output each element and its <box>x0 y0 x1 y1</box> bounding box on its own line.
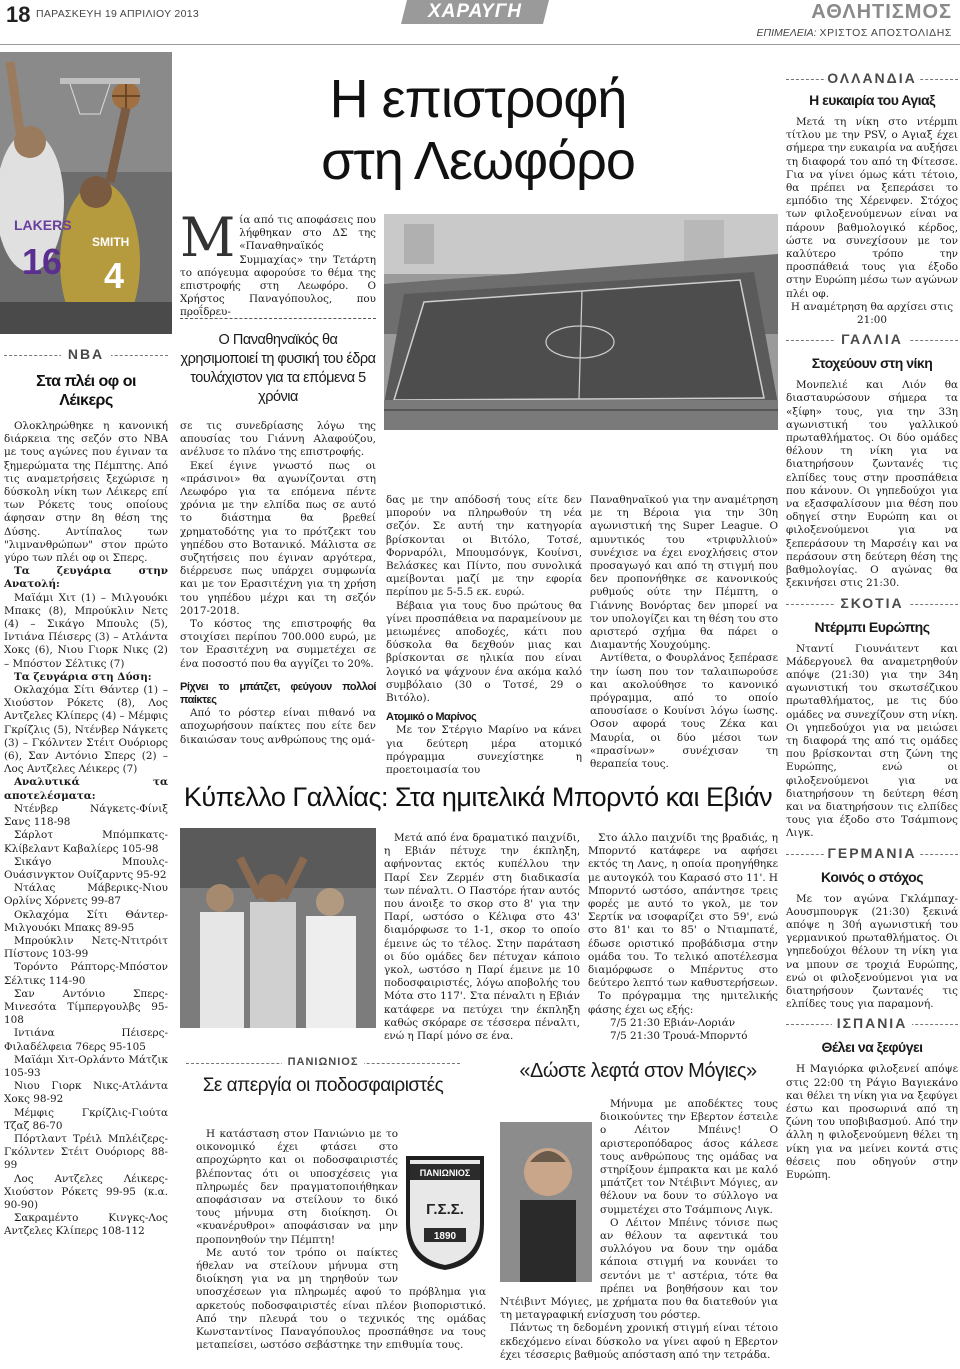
scotland-label: ΣΚΟΤΙΑ <box>835 595 909 611</box>
nba-result-item: Σάρλοτ Μπόμπκατς-Κλίβελαντ Καβαλίερς 105-98 <box>4 829 168 855</box>
jersey-name-2: SMITH <box>92 235 130 249</box>
scotland-text <box>786 643 958 841</box>
nba-west-title: Τα ζευγάρια στη Δύση: <box>14 670 152 683</box>
lead-text: ία από τις αποφάσεις που λήφθηκαν στο ΔΣ της «Παναθηναϊκός Συμμαχίας» την Τετάρτη το απόγευμα αφορούσε το θέμα της επιστροφής στη Λεωφόρο. Ο Χρήστος Παναγόπουλος, που προΐδρευ- <box>180 214 376 319</box>
main-col1-after: Από το ρόστερ είναι πιθανό να αποχωρήσουν παίκτες που είτε δεν δικαιώσαν τους ανθρώπους της ομά- <box>180 707 376 746</box>
nba-title: Στα πλέι οφ οι Λέικερς <box>36 373 136 409</box>
moyes-photo <box>500 1122 592 1282</box>
nba-result-item: Οκλαχόμα Σίτι Θάντερ-Μιλγουόκι Μπακς 89-95 <box>4 908 168 934</box>
moyes-intro: Μήνυμα με αποδέκτες τους διοικούντες την Εβερτον έστειλε ο Λέιτον Μπέινς! Ο αριστεροπόδαρος άσος κάλεσε τους ανθρώπους της ομάδας να στηρίξουν έμπρακτα και με καλό μπάτζετ τον Ντέιβιντ Μόγιες, αν θέλουν να δουν το σύλλογο να συμμετέχει στο Τσάμπιονς Λιγκ. <box>600 1098 778 1216</box>
coupe-col-1 <box>384 832 580 1043</box>
spain-p1: Η Μαγιόρκα φιλοξενεί απόψε στις 22:00 τη Ράγιο Βαγιεκάνο και θέλει τη νίκη για να ξεφύγει έστω και προσωρινά από τη ζώνη του υποβιβασμού. Από την άλλη η φιλοξενούμενη θέλει τη νίκη για να μείνει κοντά στις θέσεις που οδηγούν στην Ευρώπη. <box>786 1063 958 1181</box>
pullquote-text: Ο Παναθηναϊκός θα χρησιμοποιεί τη φυσική του έδρα τουλάχιστον για τα επόμενα 5 χρόνια <box>180 332 376 405</box>
main-col2-p2: Βέβαια για τους δυο πρώτους θα γίνει προσπάθεια να παραμείνουν με μειωμένες αποδοχές, κάτι που δύσκολα θα δεχθούν μιας και βρίσκονται σε ηλικία που είναι λογικό να ψάχνουν ένα ακόμα καλό συμβόλαιο (30 ο Τοτσέ, 29 ο Βιτόλο). <box>386 599 582 705</box>
france-title: Στοχεύουν στη νίκη <box>811 355 933 372</box>
basketball-illustration <box>0 52 172 334</box>
moyes-p3: Πάντως τη δεδομένη χρονική στιγμή είναι τέτοιο εκδεχόμενο είναι δύσκολο να γίνει αφού η Εβερτον έχει τέσσερις βαθμούς απόσταση από την τετράδα. <box>500 1322 778 1361</box>
nba-result-item: Σακραμέντο Κινγκς-Λος Αντζελες Κλίπερς 108-112 <box>4 1212 168 1238</box>
newspaper-logo <box>401 0 549 24</box>
holland-text <box>786 116 958 327</box>
jersey-number-1: 16 <box>22 241 63 282</box>
france-text <box>786 379 958 590</box>
coupe-col1-p1: Μετά από ένα δραματικό παιχνίδι, η Εβιάν πέτυχε την έκπληξη, αφήνοντας εκτός κυπέλλου την Παρί Σεν Ζερμέν στη διαδικασία των πέναλτι. Ο Παστόρε ήταν αυτός που άνοιξε το σκορ στο 8' για την Παρί, ωστόσο ο Κέλιφα στο 43' διαμόρφωσε το 1-1, σκορ το οποίο έμεινε ώς το τέλος. Στην παράταση οι δύο ομάδες δεν πέτυχαν κάποιο γκολ, ωστόσο η Παρί έμεινε με 10 ποδοσφαιριστές, λόγω αποβολής του Μότα στο 117'. Στα πέναλτι η Εβιάν κατάφερε να πετύχει την έκπληξη καθώς σκόραρε σε τέσσερα πέναλτι, ενώ η Παρί μόνο σε ένα. <box>384 832 580 1043</box>
moyes-body <box>500 1098 778 1362</box>
panionios-badge-image <box>404 1154 486 1272</box>
main-col1-subhead: Ρίχνει το μπάτζετ, φεύγουν πολλοί παίκτες <box>180 680 376 707</box>
editor-credit <box>756 27 952 39</box>
jersey-number-2: 4 <box>104 255 125 296</box>
coupe-col-2 <box>588 832 778 1043</box>
main-col2-p1: δας με την απόδοσή τους είτε δεν μπορούν να πληρωθούν τη νέα σεζόν. Σε αυτή την κατηγορία βρίσκονται οι Βιτόλο, Τοτσέ, Φορναρόλι, Μπουμσόνγκ, Κουίνσι, Βελάσκες και Πίντο, που συνολικά αμείβονται μαζί με την εφορία περίπου με 5-5.5 εκ. ευρώ. <box>386 494 582 599</box>
holland-title: Η ευκαιρία του Αγιαξ <box>809 92 935 108</box>
coupe-headline: Κύπελλο Γαλλίας: Στα ημιτελικά Μπορντό και Εβιάν <box>183 782 773 812</box>
main-col1-p3: Το κόστος της επιστροφής θα στοιχίσει περίπου 700.000 ευρώ, με τον Ερασιτέχνη να συμμετέχει σε ένα ποσοστό που θα αγγίζει το 20%. <box>180 618 376 670</box>
panionios-p1: Η κατάσταση στον Πανιώνιο με το οικονομικό έχει φτάσει στο απροχώρητο και οι ποδοσφαιριστές βλέποντας ότι οι υποσχέσεις για πληρωμές δεν πραγματοποιήθηκαν αποφάσισαν να στείλουν το δικό τους μήνυμα στη διοίκηση. Οι «κυανέρυθροι» αποφάσισαν να μην προπονηθούν την Πέμπτη! <box>196 1128 398 1246</box>
basketball-photo <box>0 52 172 334</box>
badge-year: 1890 <box>433 1231 457 1242</box>
germany-text <box>786 893 958 1012</box>
moyes-illustration <box>500 1122 592 1282</box>
moyes-title: «Δώστε λεφτά στον Μόγιες» <box>519 1060 757 1082</box>
logo-text: ΧΑΡΑΥΓΗ <box>427 1 523 22</box>
scotland-title: Ντέρμπι Ευρώπης <box>814 618 930 635</box>
stadium-illustration <box>384 214 778 430</box>
moyes-p2: Ο Λέιτον Μπέινς τόνισε πως αν θέλουν τα αφεντικά του συλλόγου να δουν την ομάδα κάποια στιγμή να κουνάει το σεντόνι με τ' αστέρια, τότε θα πρέπει να βοηθήσουν και τον Ντέιβιντ Μόγιες, με χρήματα που θα διατεθούν για τη μεταγραφική ενίσχυση του ρόστερ. <box>500 1216 778 1322</box>
nba-result-item: Λος Αντζελες Λέικερς-Χιούστον Ρόκετς 99-95 (κ.α. 90-90) <box>4 1172 168 1211</box>
germany-p1: Με τον αγώνα Γκλάμπαχ-Αουσμπουργκ (21:30) ξεκινά απόψε η 30ή αγωνιστική του γερμανικού πρωταθλήματος. Οι γηπεδούχοι θέλουν τη νίκη για να μπουν σε τροχιά Ευρώπης, ενώ οι φιλοξενούμενοι για να διατηρήσουν ζωντανές τις ελπίδες τους για παραμονή. <box>786 892 958 1011</box>
nba-result-item: Ιντιάνα Πέισερς-Φιλαδέλφεια 76ερς 95-105 <box>4 1027 168 1053</box>
panionios-body <box>196 1128 486 1352</box>
drop-cap: Μ <box>180 206 236 269</box>
spain-block <box>786 1015 958 1182</box>
badge-name: ΠΑΝΙΩΝΙΟΣ <box>419 1168 471 1178</box>
section-title: ΑΘΛΗΤΙΣΜΟΣ <box>811 1 952 23</box>
evian-photo <box>180 828 376 1028</box>
holland-p1: Μετά τη νίκη στο ντέρμπι τίτλου με την PSV, ο Αγιαξ έχει σήμερα την ευκαιρία να αυξήσει τη διαφορά του από τη Φίτεσσε. Για να γίνει όμως κάτι τέτοιο, θα πρέπει να ξεπεράσει το εμπόδιο της Χέρενφεν. Στόχος των φιλοξενούμενων είναι να πάρουν βαθμολογικό κέρδος, ώστε να συνεχίσουν με τον καλύτερο τρόπο την προσπάθειά τους για έξοδο στην Ευρώπη μέσω των αγώνων πλέι οφ. <box>786 116 958 300</box>
panionios-badge <box>404 1154 486 1272</box>
nba-results-title: Αναλυτικά τα αποτελέσματα: <box>4 776 168 802</box>
main-col2-after: Με τον Στέργιο Μαρίνο να κάνει για δεύτερη μέρα ατομικό πρόγραμμα συνεχίστηκε η προετοιμασία του <box>386 724 582 777</box>
spain-text <box>786 1063 958 1182</box>
main-col-2 <box>386 494 582 777</box>
nba-result-item: Σικάγο Μπουλς-Ουάσινγκτον Ουίζαρντς 95-92 <box>4 855 168 881</box>
editor-name: ΧΡΙΣΤΟΣ ΑΠΟΣΤΟΛΙΔΗΣ <box>819 27 952 39</box>
pullquote-rule <box>180 318 376 319</box>
scotland-p1: Νταντί Γιουνάιτεντ και Μάδεργουελ θα αναμετρηθούν απόψε (21:30) για την 34η αγωνιστική του σκωτσέζικου πρωταθλήματος, με τις δύο ομάδες να συνεχίζουν στη νίκη. Οι γηπεδούχοι για να μειώσει τη διαφορά της από τις ομάδες που βρίσκονται στη ζώνη της Ευρώπης, ενώ οι φιλοξενούμενοι για να διατηρήσουν τη δεύτερη θέση και να διατηρήσουν τις ελπίδες τους για έξοδο στο Τσάμπιονς Λιγκ. <box>786 642 958 840</box>
panionios-title: Σε απεργία οι ποδοσφαιριστές <box>202 1075 444 1096</box>
nba-result-item: Τορόντο Ράπτορς-Μπόστον Σέλτικς 114-90 <box>4 961 168 987</box>
header-rule <box>0 44 960 45</box>
main-headline <box>180 68 776 192</box>
germany-block <box>786 845 958 1012</box>
nba-result-item: Μέμφις Γκρίζλις-Γιούτα Τζαζ 86-70 <box>4 1106 168 1132</box>
nba-west-pairs: Οκλαχόμα Σίτι Θάντερ (1) – Χιούστον Ρόκετς (8), Λος Αντζελες Κλίπερς (4) – Μέμφις Γκρίζλις (5), Ντένβερ Νάγκετς (3) – Γκόλντεν Στέιτ Ουόριορς (6), Σαν Αντόνιο Σπερς (2) – Λος Αντζελες Λέικερς (7) <box>4 684 169 776</box>
spain-title: Θέλει να ξεφύγει <box>821 1039 923 1056</box>
main-pullquote <box>180 318 376 407</box>
page-header <box>0 0 960 48</box>
main-col1-p1: σε τις συνεδρίασης λόγω της απουσίας του Γιάννη Αλαφούζου, ανέλυσε το πλάνο της επιστροφής. <box>180 420 376 459</box>
headline-line-1: Η επιστροφή <box>329 69 627 129</box>
nba-body <box>4 420 168 1239</box>
jersey-team-text: LAKERS <box>14 217 72 233</box>
nba-result-item: Μπρούκλιν Νετς-Ντιτρόιτ Πίστονς 103-99 <box>4 934 168 961</box>
coupe-col2-p1: Στο άλλο παιχνίδι της βραδιάς, η Μπορντό κατάφερε να αφήσει εκτός τη Λανς, η οποία προηγήθηκε με αυτογκόλ του Καρασό στο 11'. Η Μπορντό ωστόσο, απάντησε τρεις φορές με αυτό το γκολ, με τον Σερτίκ να ισοφαρίζει στο 59', ενώ στο 81' και το 85' ο Ντιαμπατέ, έδωσε οριστικό προβάδισμα στην ομάδα του. Το τελικό αποτέλεσμα διαμόρφωσε ο Μπέρντυς στο δεύτερο λεπτό των καθυστερήσεων. <box>588 832 778 990</box>
holland-label: ΟΛΛΑΝΔΙΑ <box>827 70 917 86</box>
main-col3-p2: Αντίθετα, ο Φουρλάνος ξεπέρασε την ίωση που τον ταλαιπωρούσε και ακολούθησε το κανονικό πρόγραμμα, από το οποίο απουσίασε ο Κουίνσι λόγω ίωσης. Οσον αφορά τους Ζέκα και Μαυρία, οι δύο μέσοι των «πρασίνων» συνέχισαν τη θεραπεία τους. <box>590 652 778 771</box>
main-col-3 <box>590 494 778 771</box>
nba-label: NBA <box>61 346 111 362</box>
nba-paragraph: Ολοκληρώθηκε η κανονική διάρκεια της σεζόν στο NBA με τους αγώνες που έγιναν τα ξημερώματα της Πέμπτης. Από τις αναμετρήσεις ξεχώρισε η δύσκολη νίκη των Λέικερς επί των Ρόκετς τους οποίους άφησαν στην 8η θέση της Δύσης. Αντίπαλος των "λιμνανθρώπων" στον πρώτο γύρο των πλέι οφ οι Σπερς. <box>4 420 168 565</box>
nba-east-pairs: Μαϊάμι Χιτ (1) – Μιλγουόκι Μπακς (8), Μπρούκλιν Νετς (4) – Σικάγο Μπουλς (5), Ιντιάνα Πέισερς (3) – Ατλάντα Χοκς (6), Νιου Γιορκ Νικς (2) – Μπόστον Σέλτικς (7) <box>4 591 168 670</box>
main-col2-subhead: Ατομικό ο Μαρίνος <box>386 711 477 724</box>
main-col3-p1: Παναθηναϊκού για την αναμέτρηση με τη Βέροια για την 30η αγωνιστική της Super League. Ο αμυντικός του «τριφυλλιού» συνέχισε να έχει ενοχλήσεις στον προσαγωγό και από τη στιγμή που δεν προπονήθηκε σε κανονικούς ρυθμούς ούτε την Πέμπτη, ο Γιάννης Βονόρτας δεν μπορεί να τον υπολογίζει και τη θέση του στο αριστερό σχήμα θα πάρει ο Διαμαντής Χουχούμης. <box>590 494 778 652</box>
stadium-photo <box>384 214 778 430</box>
scotland-block <box>786 595 958 841</box>
germany-title: Κοινός ο στόχος <box>821 868 923 885</box>
germany-label: ΓΕΡΜΑΝΙΑ <box>824 845 920 861</box>
main-col-1 <box>180 420 376 747</box>
france-label: ΓΑΛΛΙΑ <box>835 331 909 347</box>
france-block <box>786 331 958 590</box>
headline-line-2: στη Λεωφόρο <box>321 131 635 191</box>
nba-results-list <box>4 803 168 1239</box>
holland-block <box>786 70 958 327</box>
nba-section <box>4 346 168 1239</box>
coupe-schedule-1: 7/5 21:30 Εβιάν-Λοριάν <box>610 1016 736 1029</box>
nba-result-item: Σαν Αντόνιο Σπερς-Μινεσότα Τίμπεργουλβς 95-108 <box>4 987 168 1027</box>
france-p1: Μονπελιέ και Λιόν θα διασταυρώσουν σήμερα τα «ξίφη» τους, για την 33η αγωνιστική του γαλλικού πρωταθλήματος. Οι δύο ομάδες θέλουν τη νίκη για να διατηρήσουν ζωντανές τις ελπίδες τους στην προσπάθεια που κάνουν. Οι γηπεδούχοι για να εξασφαλίσουν μια θέση που οδηγεί στην Ευρώπη και οι φιλοξενούμενοι για να ξεπεράσουν τη Μαρσέιγ και να περάσουν στη δεύτερη θέση της βαθμολογίας. Ο αγώνας θα ξεκινήσει στις 21:30. <box>786 379 958 590</box>
nba-result-item: Μαϊάμι Χιτ-Ορλάντο Μάτζικ 105-93 <box>4 1053 168 1079</box>
editor-label: ΕΠΙΜΕΛΕΙΑ: <box>756 27 817 39</box>
main-lead <box>180 206 376 320</box>
panionios-p2: Με αυτό τον τρόπο οι παίκτες ήθελαν να στείλουν μήνυμα στη διοίκηση για να μη τηρηθούν των υποσχέσεων για πληρωμές αφού το πρόβλημα για αρκετούς ποδοσφαιριστές είναι πλέον βιοποριστικό. Από την πλευρά του ο τεχνικός της ομάδας Κωνσταντίνος Παναγόπουλος προσπάθησε να τους μεταπείσει, ωστόσο σεβάστηκε την επιθυμία τους. <box>196 1246 486 1352</box>
main-col1-p2: Εκεί έγινε γνωστό πως οι «πράσινοι» θα αγωνίζονται στη Λεωφόρο για τα επόμενα πέντε χρόνια με την ελπίδα πως σε αυτό το διάστημα θα βρεθεί χρηματοδότης για το πρότζεκτ του γηπέδου στο Βοτανικό. Μάλιστα σε συζητήσεις που έγιναν αργότερα, διέρρευσε πως υπάρχει συμφωνία και με τον Ερασιτέχνη για τη χρήση του γηπέδου μέχρι και τη σεζόν 2017-2018. <box>180 459 376 617</box>
holland-p2: Η αναμέτρηση θα αρχίσει στις 21:00 <box>790 300 954 327</box>
spain-label: ΙΣΠΑΝΙΑ <box>832 1015 912 1031</box>
coupe-col2-p2: Το πρόγραμμα της ημιτελικής φάσης έχει ως εξής: <box>588 990 778 1016</box>
sidebar <box>786 70 958 1182</box>
nba-result-item: Πόρτλαντ Τρέιλ Μπλέιζερς-Γκόλντεν Στέιτ Ουόριορς 88-99 <box>4 1132 168 1172</box>
evian-illustration <box>180 828 376 1028</box>
issue-date: ΠΑΡΑΣΚΕΥΗ 19 ΑΠΡΙΛΙΟΥ 2013 <box>36 8 199 20</box>
panionios-label: ΠΑΝΙΩΝΙΟΣ <box>282 1056 364 1068</box>
nba-east-title: Τα ζευγάρια στην Ανατολή: <box>4 565 168 591</box>
nba-result-item: Ντένβερ Νάγκετς-Φίνιξ Σανς 118-98 <box>4 802 168 829</box>
badge-letters: Γ.Σ.Σ. <box>426 1201 464 1218</box>
nba-result-item: Ντάλας Μάβερικς-Νιου Ορλίνς Χόρνετς 99-87 <box>4 882 168 908</box>
panionios-section <box>186 1056 460 1098</box>
coupe-schedule-2: 7/5 21:30 Τρουά-Μπορντό <box>610 1030 748 1043</box>
nba-result-item: Νιου Γιορκ Νικς-Ατλάντα Χοκς 98-92 <box>4 1080 168 1106</box>
page-number: 18 <box>6 2 31 27</box>
